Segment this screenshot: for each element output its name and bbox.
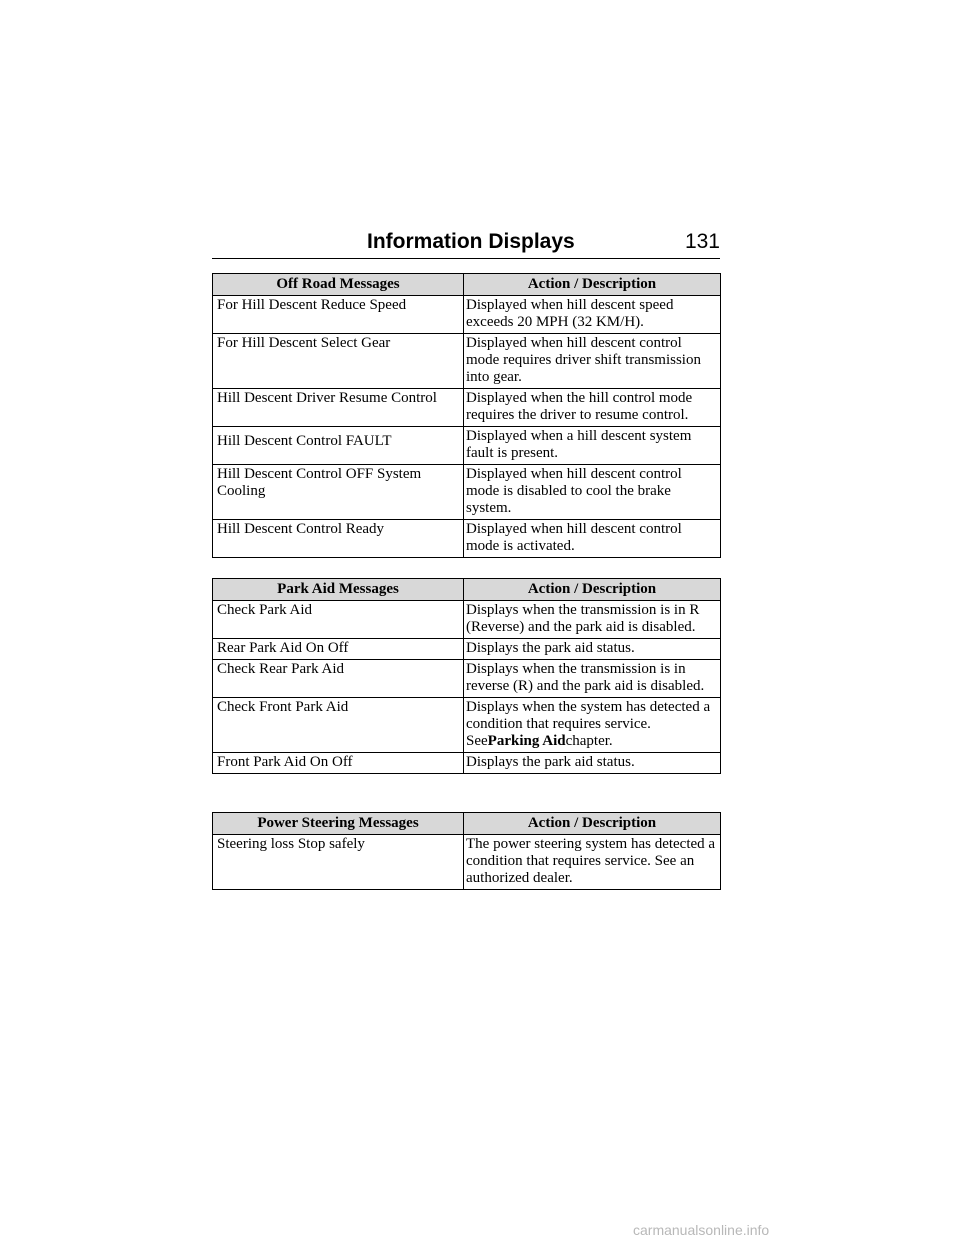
column-header: Action / Description <box>464 579 721 601</box>
table-row <box>213 835 721 890</box>
column-header: Off Road Messages <box>213 274 464 296</box>
table-header-row <box>213 579 721 601</box>
message-cell: Check Park Aid <box>213 601 464 639</box>
column-header: Park Aid Messages <box>213 579 464 601</box>
table-header-row <box>213 813 721 835</box>
message-cell: Check Rear Park Aid <box>213 660 464 698</box>
message-cell: Hill Descent Control FAULT <box>213 427 464 465</box>
description-cell: The power steering system has detected a condition that requires service. See an authorized dealer. <box>464 835 721 890</box>
message-cell: Check Front Park Aid <box>213 698 464 753</box>
description-cell: Displayed when hill descent control mode is activated. <box>464 520 721 558</box>
message-cell: Hill Descent Control Ready <box>213 520 464 558</box>
table-row <box>213 520 721 558</box>
column-header: Action / Description <box>464 813 721 835</box>
table-row <box>213 389 721 427</box>
message-cell: Hill Descent Control OFF System Cooling <box>213 465 464 520</box>
table-header-row <box>213 274 721 296</box>
table-row <box>213 698 721 753</box>
description-cell: Displays when the transmission is in R (Reverse) and the park aid is disabled. <box>464 601 721 639</box>
message-cell: Steering loss Stop safely <box>213 835 464 890</box>
off-road-messages-table <box>212 273 721 558</box>
section-title: Information Displays <box>367 230 575 253</box>
page-header <box>212 228 720 259</box>
message-cell: Hill Descent Driver Resume Control <box>213 389 464 427</box>
column-header: Action / Description <box>464 274 721 296</box>
column-header: Power Steering Messages <box>213 813 464 835</box>
description-cell <box>464 698 721 753</box>
table-row <box>213 601 721 639</box>
description-text: chapter. <box>565 733 613 749</box>
description-text: Displays when the system has detected a condition that requires service. See <box>466 699 711 749</box>
table-row <box>213 753 721 774</box>
message-cell: For Hill Descent Reduce Speed <box>213 296 464 334</box>
description-cell: Displayed when a hill descent system fault is present. <box>464 427 721 465</box>
parking-aid-chapter-link[interactable]: Parking Aid <box>487 733 566 749</box>
table-row <box>213 427 721 465</box>
description-cell: Displayed when hill descent control mode requires driver shift transmission into gear. <box>464 334 721 389</box>
message-cell: Front Park Aid On Off <box>213 753 464 774</box>
table-row <box>213 334 721 389</box>
description-cell: Displayed when hill descent control mode is disabled to cool the brake system. <box>464 465 721 520</box>
table-row <box>213 465 721 520</box>
page-number: 131 <box>684 230 720 253</box>
description-cell: Displays the park aid status. <box>464 753 721 774</box>
table-row <box>213 296 721 334</box>
description-cell: Displays the park aid status. <box>464 639 721 660</box>
watermark: carmanualsonline.info <box>633 1222 770 1238</box>
description-cell: Displays when the transmission is in reverse (R) and the park aid is disabled. <box>464 660 721 698</box>
description-cell: Displayed when hill descent speed exceeds 20 MPH (32 KM/H). <box>464 296 721 334</box>
power-steering-messages-table <box>212 812 721 890</box>
message-cell: For Hill Descent Select Gear <box>213 334 464 389</box>
table-row <box>213 639 721 660</box>
description-cell: Displayed when the hill control mode requires the driver to resume control. <box>464 389 721 427</box>
table-row <box>213 660 721 698</box>
message-cell: Rear Park Aid On Off <box>213 639 464 660</box>
park-aid-messages-table <box>212 578 721 774</box>
